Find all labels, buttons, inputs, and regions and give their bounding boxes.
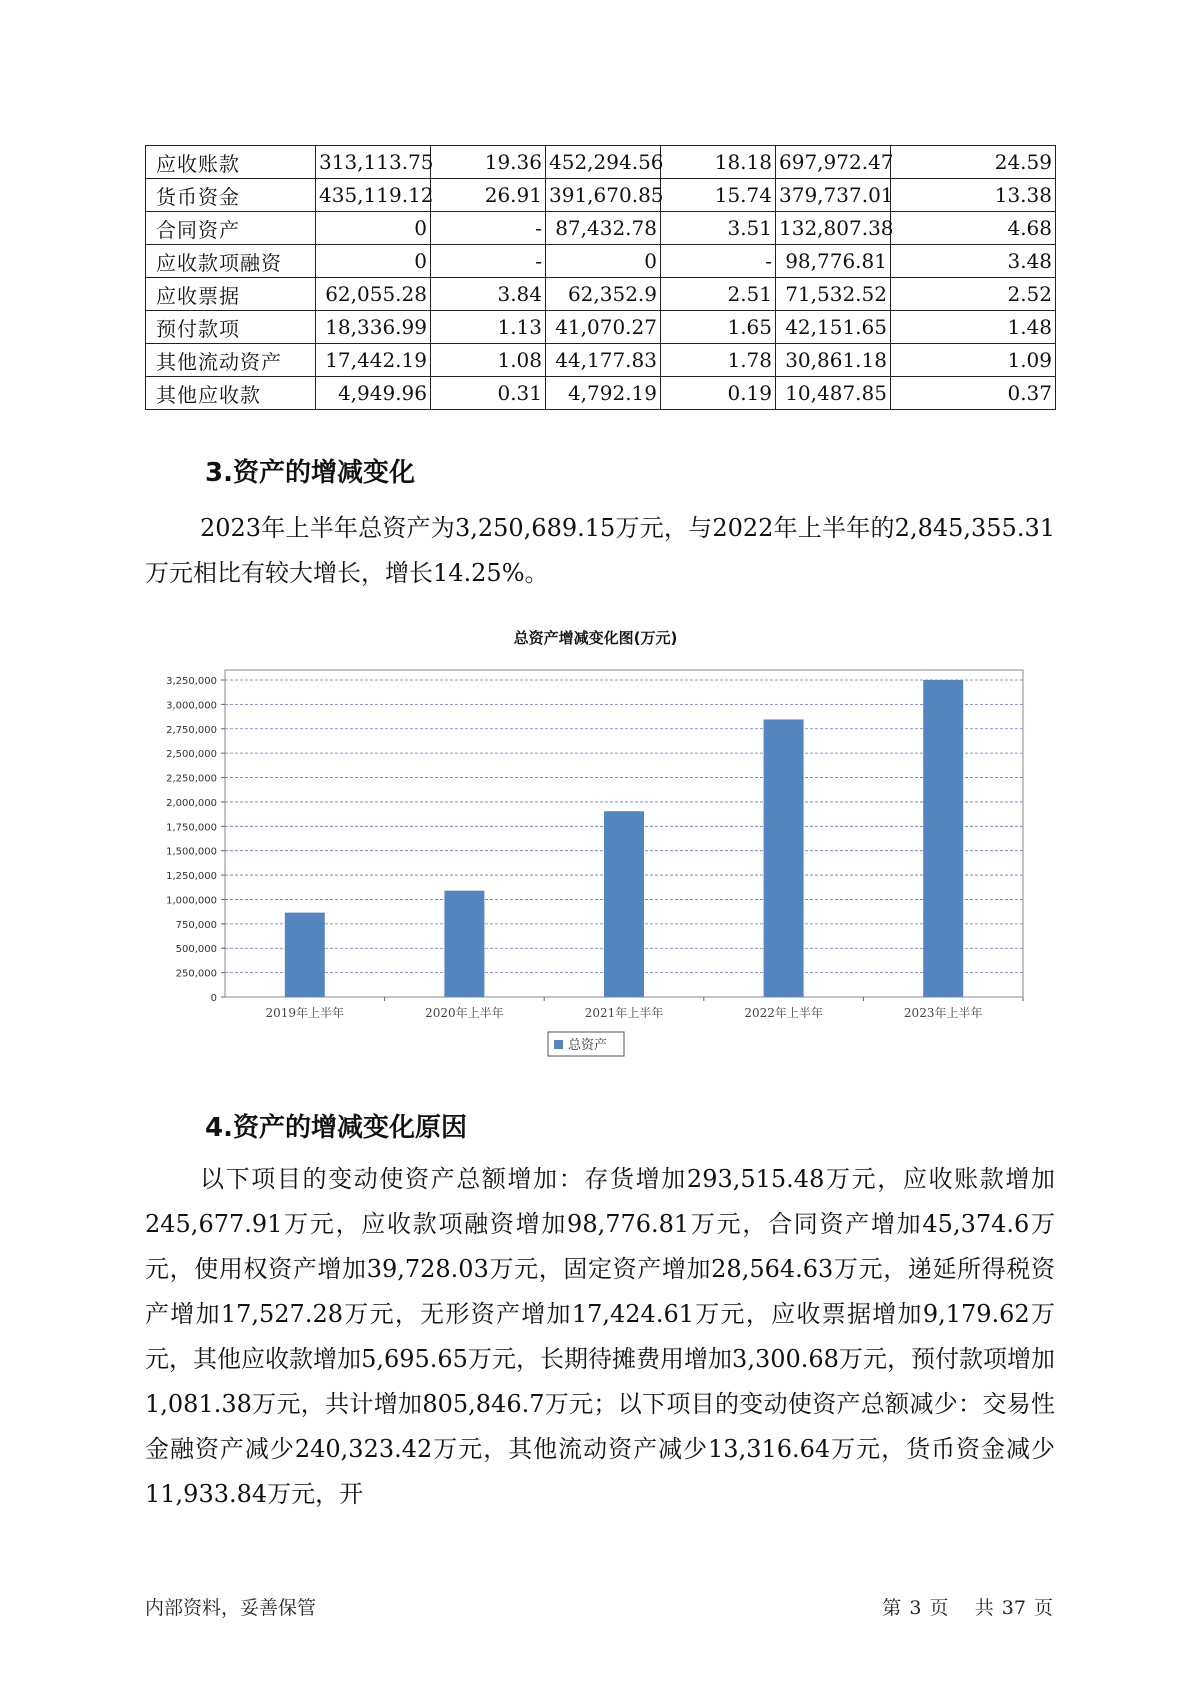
cell-p1: - — [431, 245, 546, 278]
x-tick-label: 2019年上半年 — [265, 1006, 345, 1020]
page-number: 3 — [909, 1597, 922, 1619]
table-row — [146, 245, 1056, 278]
table-row — [146, 212, 1056, 245]
cell-p1: 0.31 — [431, 377, 546, 410]
cell-v1: 313,113.75 — [316, 146, 431, 179]
cell-v1: 18,336.99 — [316, 311, 431, 344]
cell-p1: 1.08 — [431, 344, 546, 377]
cell-v1: 435,119.12 — [316, 179, 431, 212]
cell-name: 应收账款 — [146, 146, 316, 179]
cell-v2: 4,792.19 — [546, 377, 661, 410]
cell-p2: - — [661, 245, 776, 278]
cell-v2: 87,432.78 — [546, 212, 661, 245]
cell-name: 合同资产 — [146, 212, 316, 245]
y-tick-label: 1,250,000 — [166, 871, 217, 883]
cell-p1: 1.13 — [431, 311, 546, 344]
y-tick-label: 3,250,000 — [166, 676, 217, 687]
y-tick-label: 2,000,000 — [166, 797, 217, 809]
page-prefix: 第 — [882, 1597, 902, 1619]
y-tick-label: 2,250,000 — [166, 773, 217, 785]
cell-v3: 132,807.38 — [776, 212, 891, 245]
cell-v3: 98,776.81 — [776, 245, 891, 278]
y-tick-label: 1,750,000 — [166, 822, 217, 834]
table-row — [146, 278, 1056, 311]
cell-v2: 62,352.9 — [546, 278, 661, 311]
cell-v1: 62,055.28 — [316, 278, 431, 311]
cell-p3: 1.09 — [891, 344, 1056, 377]
cell-v2: 44,177.83 — [546, 344, 661, 377]
cell-name: 应收票据 — [146, 278, 316, 311]
total-pages: 37 — [1001, 1597, 1026, 1619]
x-tick-label: 2023年上半年 — [903, 1006, 983, 1020]
cell-v2: 41,070.27 — [546, 311, 661, 344]
bar — [923, 680, 963, 997]
table-row — [146, 179, 1056, 212]
bar — [764, 719, 804, 997]
cell-name: 货币资金 — [146, 179, 316, 212]
y-tick-label: 3,000,000 — [166, 700, 217, 712]
cell-name: 应收款项融资 — [146, 245, 316, 278]
cell-p2: 1.65 — [661, 311, 776, 344]
cell-v1: 0 — [316, 245, 431, 278]
table-row — [146, 311, 1056, 344]
x-tick-label: 2022年上半年 — [744, 1006, 823, 1020]
cell-v3: 10,487.85 — [776, 377, 891, 410]
total-unit: 页 — [1033, 1597, 1053, 1619]
cell-p1: 19.36 — [431, 146, 546, 179]
cell-p3: 13.38 — [891, 179, 1056, 212]
cell-p2: 1.78 — [661, 344, 776, 377]
y-tick-label: 0 — [210, 993, 217, 1004]
cell-name: 预付款项 — [146, 311, 316, 344]
cell-p3: 4.68 — [891, 212, 1056, 245]
bar — [444, 891, 484, 997]
legend-label: 总资产 — [568, 1038, 608, 1053]
section3-paragraph: 2023年上半年总资产为3,250,689.15万元，与2022年上半年的2,845,355.31万元相比有较大增长，增长14.25%。 — [145, 514, 1055, 587]
cell-p2: 0.19 — [661, 377, 776, 410]
cell-p1: 3.84 — [431, 278, 546, 311]
total-prefix: 共 — [974, 1597, 994, 1619]
cell-p2: 2.51 — [661, 278, 776, 311]
asset-table — [145, 145, 1056, 410]
y-tick-label: 250,000 — [175, 968, 217, 980]
footer-confidential-note: 内部资料，妥善保管 — [145, 1597, 317, 1619]
cell-p2: 18.18 — [661, 146, 776, 179]
cell-name: 其他流动资产 — [146, 344, 316, 377]
cell-v1: 17,442.19 — [316, 344, 431, 377]
cell-p3: 2.52 — [891, 278, 1056, 311]
legend-swatch — [554, 1040, 563, 1049]
y-tick-label: 1,500,000 — [166, 846, 217, 858]
y-tick-label: 750,000 — [175, 919, 217, 931]
cell-p3: 24.59 — [891, 146, 1056, 179]
cell-v2: 391,670.85 — [546, 179, 661, 212]
cell-p3: 0.37 — [891, 377, 1056, 410]
bar — [604, 811, 644, 997]
y-tick-label: 2,500,000 — [166, 749, 217, 761]
cell-v3: 71,532.52 — [776, 278, 891, 311]
cell-p3: 1.48 — [891, 311, 1056, 344]
section4-heading: 4.资产的增减变化原因 — [205, 1113, 467, 1143]
cell-p1: - — [431, 212, 546, 245]
x-tick-label: 2021年上半年 — [584, 1006, 664, 1020]
cell-v3: 697,972.47 — [776, 146, 891, 179]
cell-v3: 379,737.01 — [776, 179, 891, 212]
chart-title: 总资产增减变化图(万元) — [513, 629, 678, 647]
cell-p2: 15.74 — [661, 179, 776, 212]
cell-v1: 4,949.96 — [316, 377, 431, 410]
bar — [285, 913, 325, 997]
cell-p3: 3.48 — [891, 245, 1056, 278]
x-tick-label: 2020年上半年 — [425, 1006, 504, 1020]
cell-name: 其他应收款 — [146, 377, 316, 410]
total-assets-bar-chart — [150, 655, 1030, 1075]
cell-v2: 0 — [546, 245, 661, 278]
cell-v3: 30,861.18 — [776, 344, 891, 377]
cell-p2: 3.51 — [661, 212, 776, 245]
cell-v3: 42,151.65 — [776, 311, 891, 344]
y-tick-label: 500,000 — [175, 944, 217, 956]
cell-p1: 26.91 — [431, 179, 546, 212]
y-tick-label: 1,000,000 — [166, 895, 217, 907]
cell-v1: 0 — [316, 212, 431, 245]
table-row — [146, 377, 1056, 410]
section4-paragraph: 以下项目的变动使资产总额增加：存货增加293,515.48万元，应收账款增加245,677.91万元，应收款项融资增加98,776.81万元，合同资产增加45,374.6万元，使用权资产增加39,728.03万元，固定资产增加28,564.63万元，递延所得税资产增加17,527.28万元，无形资产增加17,424.61万元，应收票据增加9,179.62万元，其他应收款增加5,695.65万元，长期待摊费用增加3,300.68万元，预付款项增加1,081.38万元，共计增加805,846.7万元；以下项目的变动使资产总额减少：交易性金融资产减少240,323.42万元，其他流动资产减少13,316.64万元，货币资金减少11,933.84万元，开 — [145, 1165, 1055, 1508]
section3-heading: 3.资产的增减变化 — [205, 458, 415, 488]
table-row — [146, 344, 1056, 377]
asset-table-body — [146, 146, 1056, 410]
footer-page-info — [881, 1593, 1054, 1620]
cell-v2: 452,294.56 — [546, 146, 661, 179]
page-unit: 页 — [929, 1597, 949, 1619]
y-tick-label: 2,750,000 — [166, 724, 217, 736]
table-row — [146, 146, 1056, 179]
